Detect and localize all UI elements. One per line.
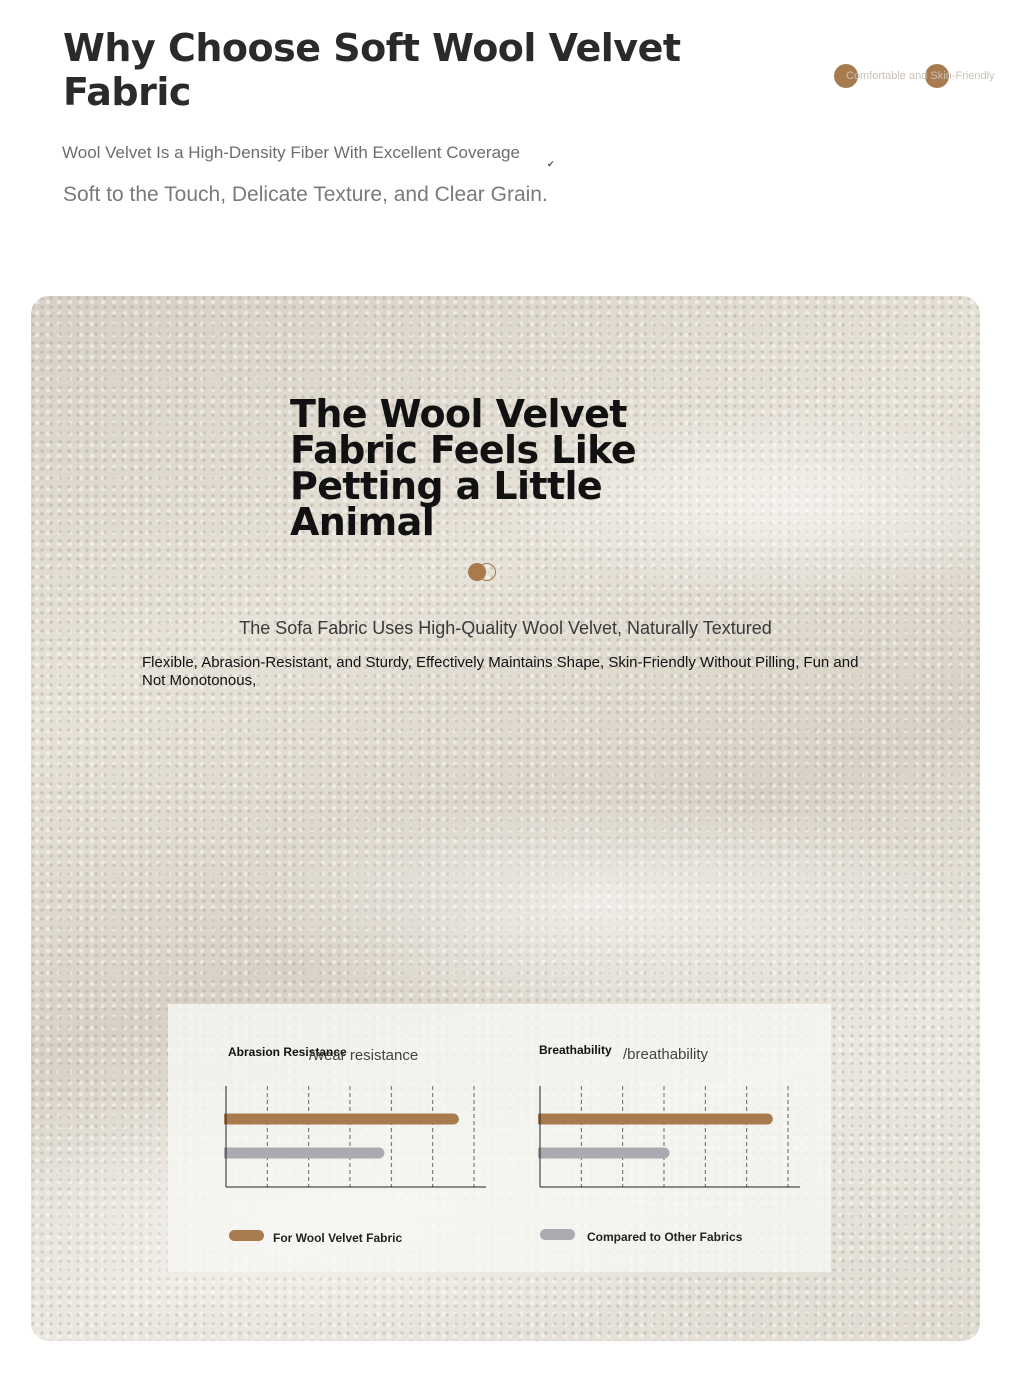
badge-label: Comfortable and Skin-Friendly	[846, 70, 995, 82]
legend-swatch-wool	[229, 1230, 264, 1241]
comparison-panel	[168, 1004, 831, 1272]
chart-title-breathability: Breathability	[539, 1043, 612, 1057]
chart-subtitle-abrasion: /wear resistance	[309, 1047, 419, 1064]
intro-tagline: Soft to the Touch, Delicate Texture, and Clear Grain.	[63, 183, 548, 206]
chart-subtitle-breathability: /breathability	[623, 1046, 709, 1063]
breathability-chart	[538, 1086, 800, 1194]
legend-label-wool: For Wool Velvet Fabric	[273, 1231, 403, 1245]
chart-title-abrasion: Abrasion Resistance	[228, 1045, 347, 1059]
fabric-hero	[31, 296, 980, 1341]
legend-label-other: Compared to Other Fabrics	[587, 1230, 743, 1244]
hero-description: Flexible, Abrasion-Resistant, and Sturdy, Effectively Maintains Shape, Skin-Friendly Without Pilling, Fun and Not Monotonous,	[142, 654, 859, 689]
abrasion-chart	[224, 1086, 486, 1194]
hero-title: The Wool Velvet Fabric Feels Like Petting a Little Animal	[290, 392, 636, 544]
hero-subtitle: The Sofa Fabric Uses High-Quality Wool Velvet, Naturally Textured	[239, 618, 772, 638]
legend-swatch-other	[540, 1229, 575, 1240]
intro-subtitle: Wool Velvet Is a High-Density Fiber With Excellent Coverage	[62, 143, 520, 162]
page-title: Why Choose Soft Wool Velvet Fabric	[63, 26, 681, 114]
feature-badge	[834, 64, 1010, 92]
decorative-dots-icon	[468, 563, 498, 583]
check-mark-icon: ✔	[547, 159, 555, 169]
